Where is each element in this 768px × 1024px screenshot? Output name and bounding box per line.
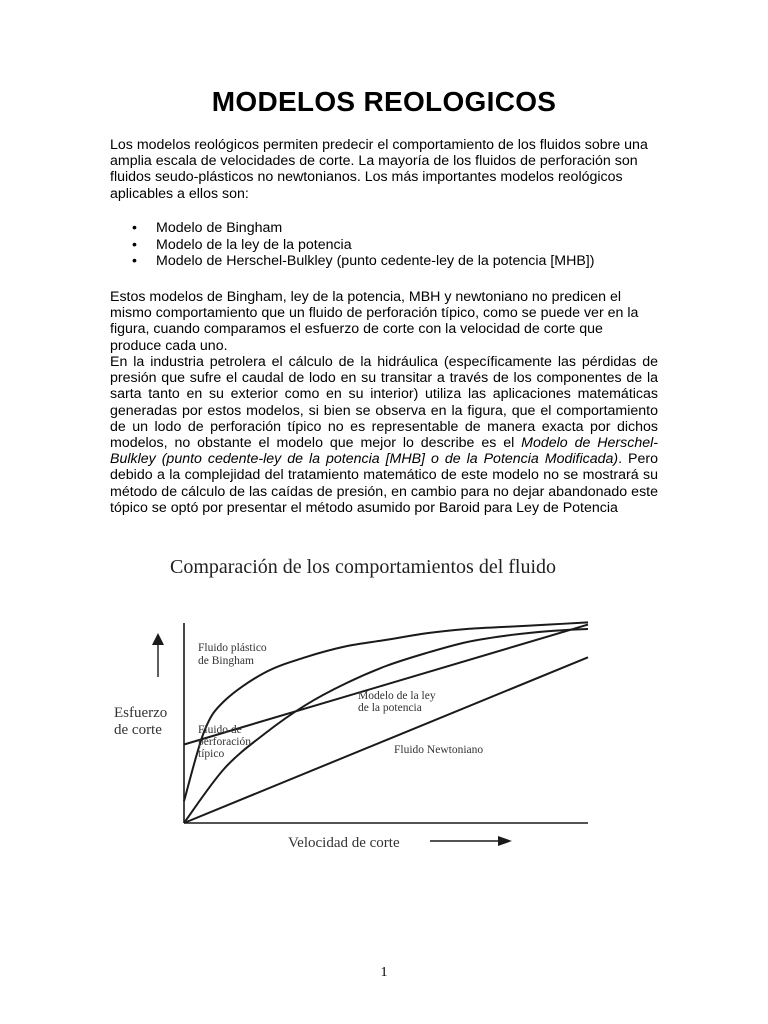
rheology-chart <box>100 585 620 865</box>
bullet-icon: • <box>132 220 137 236</box>
newtonian-label-line: Fluido Newtoniano <box>394 744 484 756</box>
y-arrowhead-icon <box>152 633 164 645</box>
paragraph-text: . Pero debido a la complejidad del tratamiento matemático de este modelo no se mostrará su método de cálculo de las caídas de presión, en cambio para no dejar abandonado este tópico se optó por presentar el método asumido por Baroid para Ley de Potencia <box>110 451 658 516</box>
bullet-icon: • <box>132 253 137 269</box>
bullet-icon: • <box>132 236 137 253</box>
chart-labels <box>114 642 483 851</box>
typical-fluid-label-line: perforación <box>198 736 251 748</box>
list-item <box>110 237 594 254</box>
power-law-label-line: Modelo de la ley <box>358 690 436 702</box>
newtonian-label <box>394 744 483 756</box>
list-item <box>110 220 594 237</box>
power-law-label-line: de la potencia <box>358 702 422 714</box>
power-law-label <box>358 690 436 714</box>
industry-paragraph <box>110 354 658 516</box>
y-axis-label <box>114 705 167 738</box>
comparison-paragraph: Estos modelos de Bingham, ley de la potencia, MBH y newtoniano no predicen el mismo comportamiento que un fluido de perforación típico, como se puede ver en la figura, cuando comparamos el esfuerzo de corte con la velocidad de corte que produce cada uno. <box>110 289 639 354</box>
page-title: MODELOS REOLOGICOS <box>211 86 557 117</box>
model-list <box>110 220 594 270</box>
list-item-label: Modelo de la ley de la potencia <box>156 236 352 253</box>
chart-title: Comparación de los comportamientos del fluido <box>170 556 557 578</box>
paragraph-text: En la industria petrolera el cálculo de la hidráulica (específicamente las pérdidas de presión que sufre el caudal de lodo en su transitar a través de los componentes de la sarta tanto en su exterior como en su interior) utiliza las aplicaciones matemáticas generadas por estos modelos, si bien se observa en la figura, que el comportamiento de un lodo de perforación típico no es representable de manera exacta por dichos modelos, no obstante el modelo que mejor lo describe es el <box>110 354 658 452</box>
bingham-label <box>198 642 267 667</box>
list-item-label: Modelo de Bingham <box>156 220 283 236</box>
intro-paragraph: Los modelos reológicos permiten predecir el comportamiento de los fluidos sobre una amplia escala de velocidades de corte. La mayoría de los fluidos de perforación son fluidos seudo-plásticos no newtonianos. Los más importantes modelos reológicos aplicables a ellos son: <box>110 137 648 202</box>
bingham-label-line: de Bingham <box>198 655 254 667</box>
typical-fluid-label-line: Fluido de <box>198 724 242 736</box>
bingham-label-line: Fluido plástico <box>198 642 267 654</box>
page-number: 1 <box>380 965 388 980</box>
x-arrowhead-icon <box>498 836 512 846</box>
list-item <box>110 253 594 270</box>
x-axis-label: Velocidad de corte <box>288 835 400 851</box>
paragraph-emphasis: Modelo de Herschel-Bulkley (punto cedente-ley de la potencia [MHB] o de la Potencia Modificada) <box>110 435 658 468</box>
y-axis-label-line: Esfuerzo <box>114 705 168 721</box>
y-axis-label-line: de corte <box>114 722 162 738</box>
list-item-label: Modelo de Herschel-Bulkley (punto cedente-ley de la potencia [MHB]) <box>156 253 595 269</box>
typical-fluid-label <box>198 724 251 760</box>
typical-fluid-label-line: típico <box>198 748 225 760</box>
